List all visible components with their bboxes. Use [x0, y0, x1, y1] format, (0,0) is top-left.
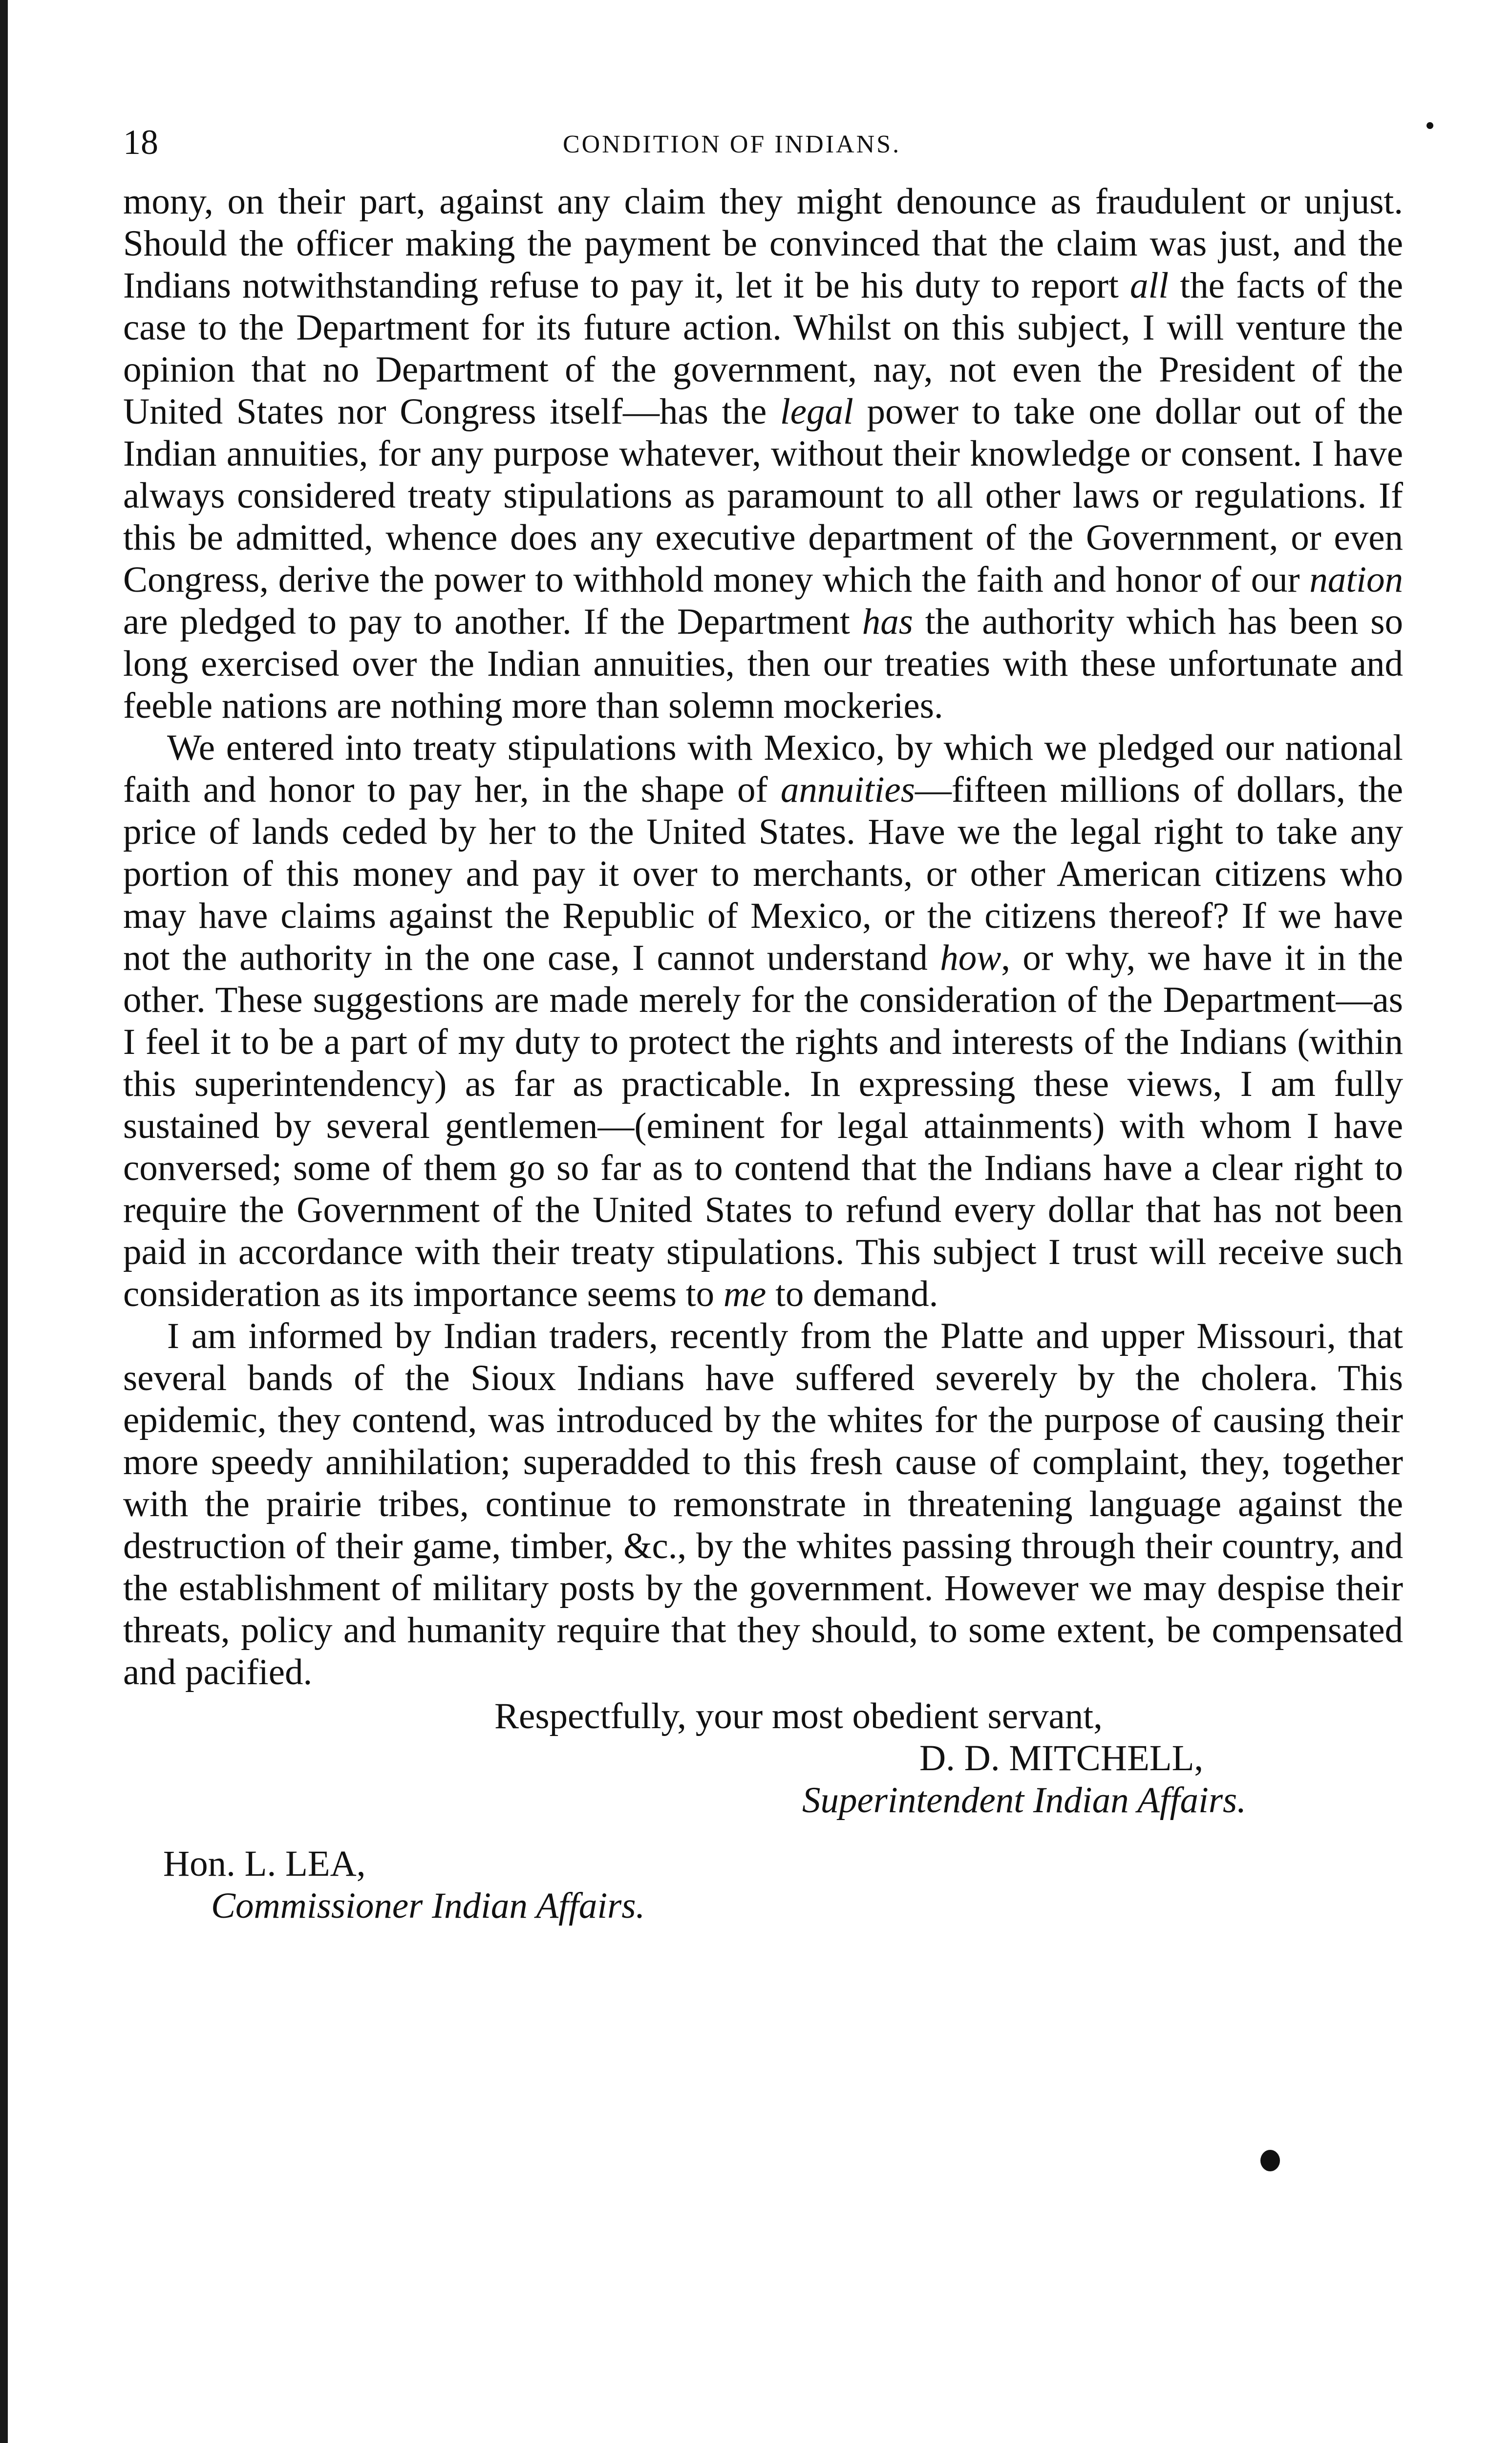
signer-title: Superintendent Indian Affairs. — [802, 1780, 1246, 1821]
text-run: power to take one dollar out of the Indian annuities, for any purpose whatever, without their knowledge or consent. I have always considered treaty stipulations as paramount to all other laws or regulations. If this be admitted, whence does any executive department of the Government, or even Congress, derive the power to withhold money which the faith and honor of our — [123, 391, 1403, 600]
complimentary-close: Respectfully, your most obedient servant, — [494, 1696, 1103, 1736]
italic-text: all — [1129, 265, 1169, 306]
text-run: We entered into treaty stipulations with Mexico, by which we pledged our national faith and honor to pay her, in the shape of — [123, 728, 1403, 810]
text-run: the facts of the case to the Department for its future action. Whilst on this subject, I will venture the opinion that no Department of the government, nay, not even the President of the United States nor Congress itself—has the — [123, 265, 1403, 432]
italic-text: legal — [780, 391, 853, 432]
addressee-title: Commissioner Indian Affairs. — [211, 1886, 645, 1926]
text-run: to demand. — [766, 1274, 938, 1314]
addressee-name: Hon. L. LEA, — [163, 1843, 366, 1884]
signer-name: D. D. MITCHELL, — [919, 1738, 1204, 1779]
text-run: , or why, we have it in the other. These suggestions are made merely for the consideration of the Department—as I feel it to be a part of my duty to protect the rights and interests of the Indians (within this superintendency) as far as practicable. In expressing these views, I am fully sustained by several gentlemen—(eminent for legal attainments) with whom I have conversed; some of them go so far as to contend that the Indians have a clear right to require the Government of the United States to refund every dollar that has not been paid in accordance with their treaty stipulations. This subject I trust will receive such consideration as its importance seems to — [123, 938, 1404, 1314]
text-run: —fifteen millions of dollars, the price of lands ceded by her to the United States. Have we the legal right to take any portion of this money and pay it over to merchants, or other American citizens who may have claims against the Republic of Mexico, or the citizens thereof? If we have not the authority in the one case, I cannot understand — [123, 770, 1404, 978]
text-run: the authority which has been so long exercised over the Indian annuities, then our treaties with these unfortunate and feeble nations are nothing more than solemn mockeries. — [123, 601, 1403, 726]
paragraph — [123, 1315, 1403, 1693]
paragraph — [123, 181, 1403, 727]
scan-border-left — [0, 0, 8, 2443]
ink-speck — [1260, 2150, 1280, 2171]
italic-text: me — [723, 1274, 767, 1314]
body-text — [123, 181, 1403, 1693]
ink-speck — [1427, 122, 1433, 129]
text-run: I am informed by Indian traders, recently from the Platte and upper Missouri, that several bands of the Sioux Indians have suffered severely by the cholera. This epidemic, they contend, was introduced by the whites for the purpose of causing their more speedy annihilation; superadded to this fresh cause of complaint, they, together with the prairie tribes, continue to remonstrate in threatening language against the destruction of their game, timber, &c., by the whites passing through their country, and the establishment of military posts by the government. However we may despise their threats, policy and humanity require that they should, to some extent, be compensated and pacified. — [123, 1316, 1403, 1693]
page-number: 18 — [123, 123, 158, 162]
italic-text: annuities — [780, 770, 915, 810]
italic-text: nation — [1309, 559, 1403, 600]
text-run: are pledged to pay to another. If the Department — [123, 601, 862, 642]
italic-text: has — [862, 601, 913, 642]
paragraph — [123, 727, 1403, 1315]
italic-text: how — [940, 938, 1001, 978]
document-page — [123, 112, 1403, 1927]
running-head — [123, 112, 1403, 166]
text-run: mony, on their part, against any claim they might denounce as fraudulent or unjust. Should the officer making the payment be convinced that the claim was just, and the Indians notwithstanding refuse to pay it, let it be his duty to report — [123, 181, 1403, 306]
running-title: CONDITION OF INDIANS. — [563, 130, 901, 158]
